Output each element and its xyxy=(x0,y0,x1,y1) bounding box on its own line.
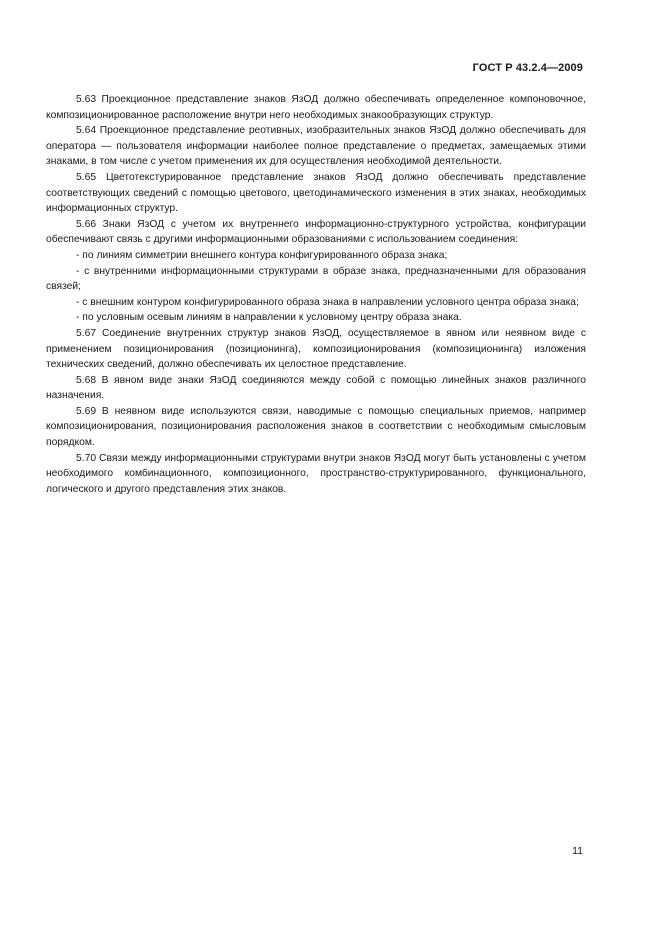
paragraph-5-68: 5.68 В явном виде знаки ЯзОД соединяются между собой с помощью линейных знаков различного назначения. xyxy=(46,374,586,402)
page-number: 11 xyxy=(572,845,583,857)
list-item-symmetry-lines: - по линиям симметрии внешнего контура конфигурированного образа знака; xyxy=(76,249,448,261)
list-item-internal-structures: - с внутренними информационными структурами в образе знака, предназначенными для образования связей; xyxy=(46,265,586,293)
paragraph-5-69: 5.69 В неявном виде используются связи, наводимые с помощью специальных приемов, например композиционирования, позиционирования расположения знаков в соответствии с необходимым смысловым порядком. xyxy=(46,405,586,449)
paragraph-5-66: 5.66 Знаки ЯзОД с учетом их внутреннего информационно-структурного устройства, конфигурации обеспечивают связь с другими информационными образованиями с использованием соединения: xyxy=(46,218,586,246)
list-item-axial-lines: - по условным осевым линиям в направлении к условному центру образа знака. xyxy=(76,312,462,324)
document-body xyxy=(46,92,586,497)
paragraph-5-63: 5.63 Проекционное представление знаков ЯзОД должно обеспечивать определенное компоновочное, композиционированное расположение внутри него необходимых знакообразующих структур. xyxy=(46,94,586,121)
list-item-external-contour: - с внешним контуром конфигурированного образа знака в направлении условного центра образа знака; xyxy=(76,296,579,308)
paragraph-5-65: 5.65 Цветотекстурированное представление знаков ЯзОД должно обеспечивать представление соответствующих сведений с помощью цветового, цветодинамического изменения в этих знаках, необходимых информационных структур. xyxy=(46,171,586,215)
paragraph-5-64: 5.64 Проекционное представление реотивных, изобразительных знаков ЯзОД должно обеспечивать для оператора — пользователя информации наиболее полное представление о предметах, замещаемых этими знаками, в том числе с учетом применения их для осуществления необходимой деятельности. xyxy=(46,125,586,168)
paragraph-5-67: 5.67 Соединение внутренних структур знаков ЯзОД, осуществляемое в явном или неявном виде с применением позиционирования (позиционинга), композиционирования (композиционинга) изложения технических сведений, должно обеспечивать их целостное представление. xyxy=(46,327,586,371)
paragraph-5-70: 5.70 Связи между информационными структурами внутри знаков ЯзОД могут быть установлены с учетом необходимого комбинационного, композиционного, пространство-структурированного, функционального, логического и другого представления этих знаков. xyxy=(46,452,586,495)
document-header-title: ГОСТ Р 43.2.4—2009 xyxy=(472,62,583,74)
